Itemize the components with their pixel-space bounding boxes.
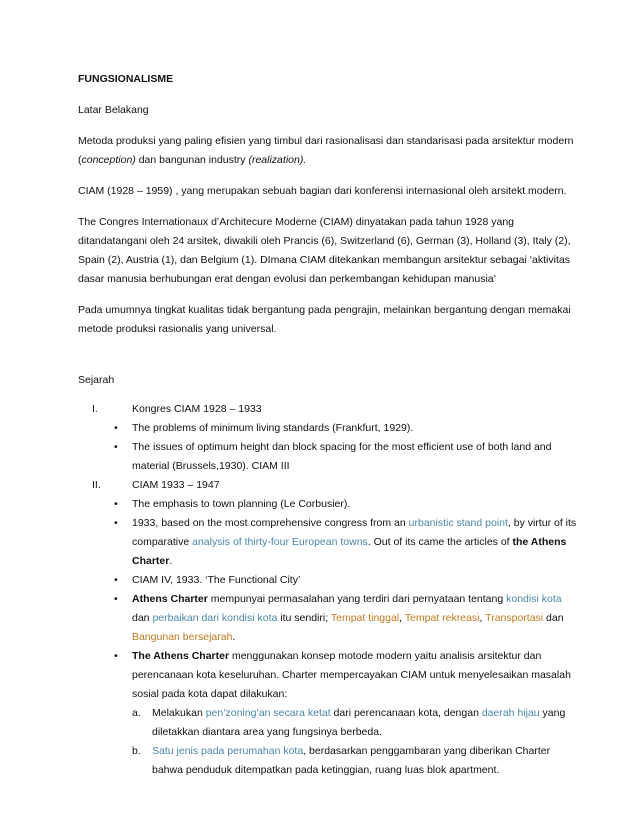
bullet-icon: • xyxy=(114,593,118,605)
bullet-item xyxy=(114,438,578,476)
text-run: yang diletakkan diantara area yang fungsinya berbeda. xyxy=(152,707,566,738)
text-run: . xyxy=(232,631,236,643)
highlight-text-orange: Bangunan bersejarah xyxy=(132,631,233,643)
highlight-text: pen’zoning’an secara ketat xyxy=(205,707,331,719)
text-run-italic: conception) xyxy=(81,154,136,166)
bullet-icon: • xyxy=(114,422,118,434)
highlight-text-orange: Tempat tinggal xyxy=(330,612,400,624)
text-run: dari perencanaan kota, dengan xyxy=(330,707,482,719)
text-run: mempunyai permasalahan yang terdiri dari pernyataan tentang xyxy=(207,593,507,605)
text-run: . xyxy=(169,555,173,567)
paragraph-4: Pada umumnya tingkat kualitas tidak bergantung pada pengrajin, melainkan bergantung dengan memakai metode produksi rasionalis yang universal. xyxy=(78,304,571,335)
text-run: dan xyxy=(132,612,153,624)
text-run-italic: (realization). xyxy=(248,154,307,166)
paragraph-2: CIAM (1928 – 1959) , yang merupakan sebuah bagian dari konferensi internasional oleh arsitekt modern. xyxy=(78,185,567,197)
text-run: dan xyxy=(543,612,564,624)
text-run: . Out of its came the articles of xyxy=(367,536,513,548)
highlight-text: kondisi kota xyxy=(506,593,562,605)
list-item-text: Kongres CIAM 1928 – 1933 xyxy=(132,403,262,415)
doc-title: FUNGSIONALISME xyxy=(78,73,174,85)
highlight-text-orange: Tempat rekreasi xyxy=(404,612,480,624)
bullet-icon: • xyxy=(114,517,118,529)
highlight-text: analysis of thirty-four European towns xyxy=(192,536,368,548)
text-run: menggunakan konsep motode modern yaitu analisis arsitektur dan perencanaan kota keseluruhan. Charter mempercayakan CIAM untuk menyelesaikan masalah sosial pada kota dapat dilakukan: xyxy=(132,650,571,700)
document-body xyxy=(78,70,578,780)
highlight-text: urbanistic stand point xyxy=(408,517,508,529)
list-item-roman-1 xyxy=(92,400,578,419)
bullet-item xyxy=(114,419,578,438)
text-run: itu sendiri; xyxy=(277,612,331,624)
highlight-text-orange: Transportasi xyxy=(485,612,544,624)
section-heading-latar-belakang: Latar Belakang xyxy=(78,104,149,116)
sub-list-letter: a. xyxy=(132,707,141,719)
list-number: I. xyxy=(92,403,98,415)
text-run: Melakukan xyxy=(152,707,206,719)
list-number: II. xyxy=(92,479,101,491)
bold-text: the Athens Charter xyxy=(132,536,567,567)
list-item-text: CIAM 1933 – 1947 xyxy=(132,479,220,491)
sub-list-item-a xyxy=(132,704,578,742)
bullet-item xyxy=(114,647,578,704)
paragraph-1 xyxy=(78,132,578,170)
text-run: 1933, based on the most comprehensive congress from an xyxy=(132,517,409,529)
text-run: Metoda produksi yang paling efisien yang timbul dari rasionalisasi dan standarisasi pada arsitektur modern ( xyxy=(78,135,574,166)
highlight-text: perbaikan dari kondisi kota xyxy=(152,612,278,624)
text-run: , berdasarkan penggambaran yang diberikan Charter bahwa penduduk ditempatkan pada ketinggian, ruang luas blok apartment. xyxy=(152,745,551,776)
bullet-text: The emphasis to town planning (Le Corbusier). xyxy=(132,498,351,510)
bold-text: The Athens Charter xyxy=(132,650,230,662)
bullet-icon: • xyxy=(114,498,118,510)
bullet-item xyxy=(114,590,578,647)
text-run: , xyxy=(479,612,486,624)
sub-list-letter: b. xyxy=(132,745,141,757)
sub-list-item-b xyxy=(132,742,578,780)
highlight-text: daerah hijau xyxy=(481,707,540,719)
bullet-text: The issues of optimum height dan block spacing for the most efficient use of both land and material (Brussels,1930). CIAM III xyxy=(132,441,552,472)
bullet-icon: • xyxy=(114,574,118,586)
highlight-text: Satu jenis pada perumahan kota xyxy=(152,745,304,757)
bullet-text: The problems of minimum living standards (Frankfurt, 1929). xyxy=(132,422,414,434)
paragraph-3: The Congres Internationaux d’Architecure Moderne (CIAM) dinyatakan pada tahun 1928 yang ditandatangani oleh 24 arsitek, diwakili oleh Prancis (6), Switzerland (6), German (3), Holland (3), Italy (2), Spain (2), Austria (1), dan Belgium (1). DImana CIAM ditekankan membangun arsitektur sebagai ‘aktivitas dasar manusia berhubungan erat dengan evolusi dan perkembangan kehidupan manusia’ xyxy=(78,216,571,285)
text-run: , xyxy=(399,612,405,624)
bold-text: Athens Charter xyxy=(132,593,208,605)
bullet-item xyxy=(114,571,578,590)
bullet-item xyxy=(114,495,578,514)
text-run: , by virtur of its comparative xyxy=(132,517,577,548)
bullet-text: CIAM IV, 1933. ‘The Functional City’ xyxy=(132,574,301,586)
list-item-roman-2 xyxy=(92,476,578,495)
bullet-icon: • xyxy=(114,441,118,453)
bullet-item xyxy=(114,514,578,571)
history-list xyxy=(78,400,578,780)
bullet-icon: • xyxy=(114,650,118,662)
section-heading-sejarah: Sejarah xyxy=(78,374,115,386)
text-run: dan bangunan industry xyxy=(135,154,249,166)
